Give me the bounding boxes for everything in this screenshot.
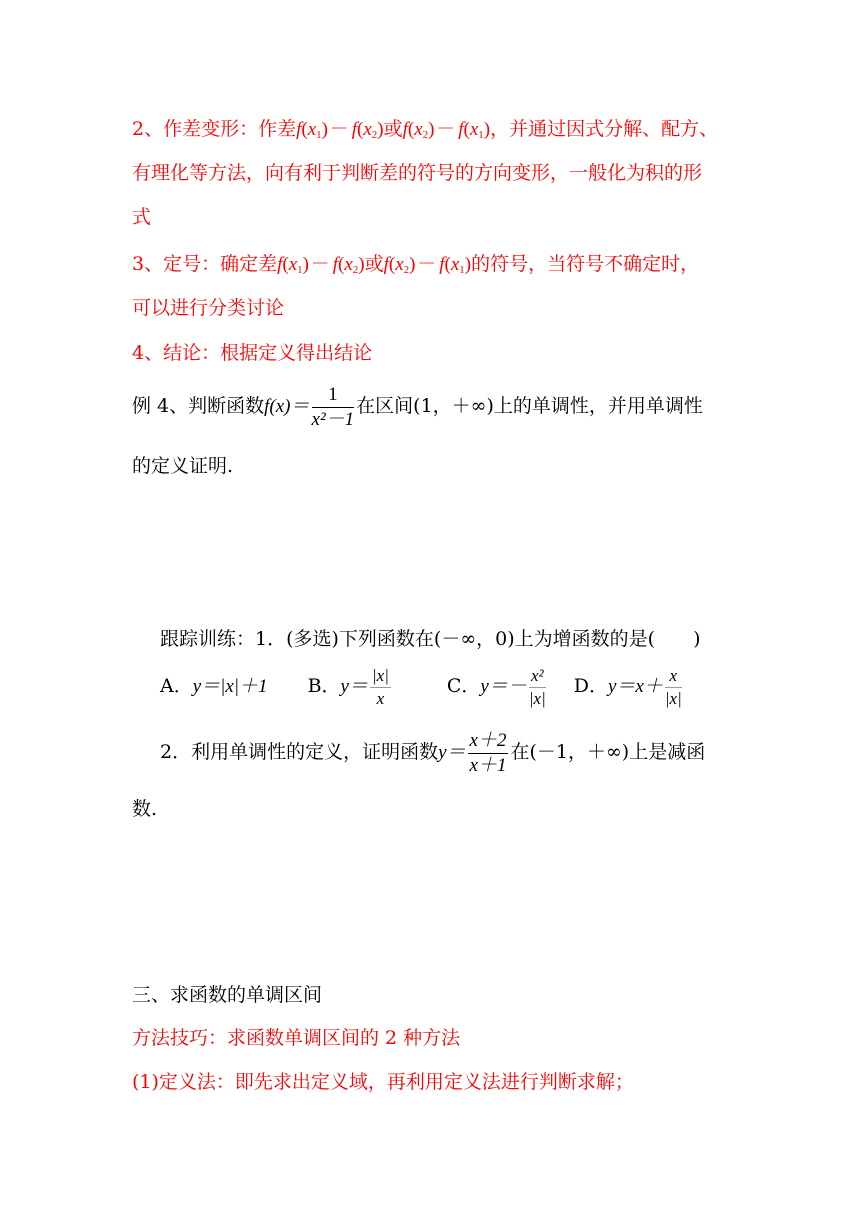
practice-options	[160, 660, 684, 713]
section3-item1: (1)定义法：即先求出定义域，再利用定义法进行判断求解；	[132, 1071, 634, 1093]
example4-fx: f(x)＝	[264, 396, 310, 417]
option-a-expr: y＝|x|＋1	[192, 676, 268, 697]
step2-tail: ，并通过因式分解、配方、	[490, 118, 719, 140]
option-d-lhs: y＝x＋	[608, 676, 663, 697]
step4-line: 4、结论：根据定义得出结论	[132, 342, 373, 364]
difference-expr-2: $f(x_2)- f(x_1)$	[402, 119, 491, 141]
q2-numerator: x＋2	[468, 729, 509, 754]
option-d-num: x	[665, 665, 682, 688]
step3-line2: 可以进行分类讨论	[132, 297, 285, 319]
step3-or: 或	[364, 253, 384, 275]
q2-lhs: y＝	[438, 742, 466, 763]
option-b-num: |x|	[370, 665, 391, 688]
option-a-label: A．	[160, 675, 193, 697]
step2-line2: 有理化等方法，向有利于判断差的符号的方向变形，一般化为积的形	[132, 162, 703, 184]
option-d-den: |x|	[664, 688, 682, 708]
step2-or: 或	[383, 118, 403, 140]
practice-q1: 跟踪训练：1．(多选)下列函数在(－∞，0)上为增函数的是( )	[160, 628, 701, 650]
step2-line1	[132, 116, 718, 148]
option-c-lhs: y＝－	[480, 676, 527, 697]
q2-prefix: 2．利用单调性的定义，证明函数	[160, 741, 439, 763]
step3-label: 3、定号：确定差	[132, 253, 278, 275]
q2-fraction	[468, 729, 509, 778]
option-b-label: B．	[307, 675, 341, 697]
example4-prefix: 例 4、判断函数	[132, 395, 265, 417]
option-c-den: |x|	[528, 688, 546, 708]
example4-denominator: x²－1	[311, 408, 355, 430]
practice-q2-line2: 数.	[132, 798, 158, 820]
option-c-num: x²	[529, 665, 546, 688]
option-a	[160, 675, 268, 697]
option-c-label: C．	[446, 675, 481, 697]
difference-expr-4: $f(x_2)- f(x_1)$	[383, 254, 472, 276]
option-b-den: x	[376, 688, 385, 708]
option-d	[573, 665, 684, 708]
option-d-fraction	[665, 665, 682, 710]
option-b-fraction	[370, 665, 391, 710]
option-c-fraction	[529, 665, 546, 710]
q2-suffix: 在(－1，＋∞)上是减函	[510, 741, 706, 763]
section3-heading: 三、求函数的单调区间	[132, 984, 323, 1006]
practice-q2-line1	[160, 726, 705, 779]
step2-label: 2、作差变形：作差	[132, 118, 297, 140]
example4-line1	[132, 382, 703, 432]
step3-tail: 的符号，当符号不确定时，	[471, 253, 700, 275]
example4-line2: 的定义证明.	[132, 455, 234, 477]
option-b-lhs: y＝	[340, 676, 368, 697]
example4-numerator: 1	[312, 383, 355, 408]
example4-suffix: 在区间(1，＋∞)上的单调性，并用单调性	[356, 395, 703, 417]
example4-fraction	[312, 383, 355, 432]
difference-expr-3: $f(x_1)- f(x_2)$	[277, 254, 365, 276]
q2-denominator: x＋1	[469, 754, 507, 776]
step2-line3: 式	[132, 206, 152, 228]
step3-line1	[132, 251, 699, 283]
option-d-label: D．	[573, 675, 608, 697]
option-c	[446, 665, 548, 708]
difference-expr-1: $f(x_1)- f(x_2)$	[296, 119, 384, 141]
section3-method: 方法技巧：求函数单调区间的 2 种方法	[132, 1027, 461, 1049]
option-b	[307, 665, 393, 708]
